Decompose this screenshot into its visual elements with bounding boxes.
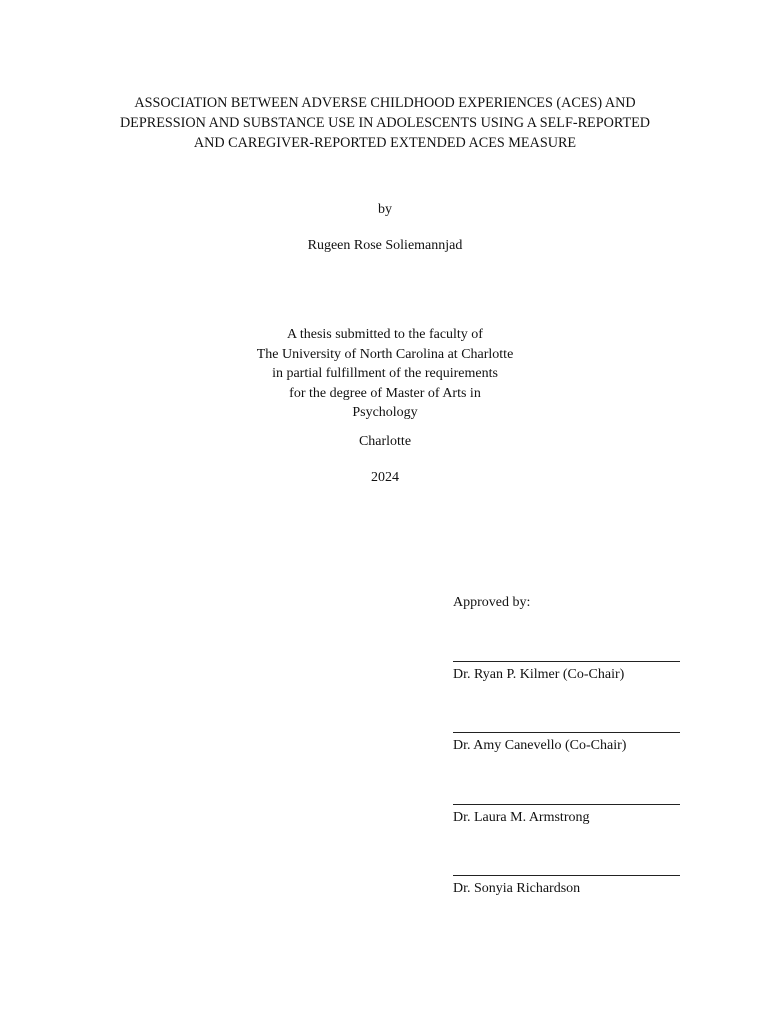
signature-line [453,732,680,733]
signature-line [453,875,680,876]
signature-block [453,875,680,899]
statement-line: A thesis submitted to the faculty of [287,327,483,342]
signature-line [453,661,680,662]
thesis-title-line: ASSOCIATION BETWEEN ADVERSE CHILDHOOD EXPERIENCES (ACES) AND [134,95,636,111]
year: 2024 [371,470,399,485]
statement-line: in partial fulfillment of the requirements [272,366,498,381]
signature-line [453,804,680,805]
signatory-name: Dr. Laura M. Armstrong [453,810,590,825]
thesis-title-line: DEPRESSION AND SUBSTANCE USE IN ADOLESCENTS USING A SELF-REPORTED [119,115,651,131]
signature-block [453,661,680,685]
statement-line: The University of North Carolina at Charlotte [256,346,514,362]
thesis-title [0,93,770,153]
author-name: Rugeen Rose Soliemannjad [307,238,463,253]
signature-block [453,804,680,828]
submission-statement [0,325,770,423]
by-label: by [378,202,392,217]
signatory-name: Dr. Ryan P. Kilmer (Co-Chair) [453,667,625,682]
city: Charlotte [358,434,412,449]
signatory-name: Dr. Amy Canevello (Co-Chair) [453,738,627,753]
approved-by-label: Approved by: [453,595,531,610]
statement-line: Psychology [352,405,418,420]
thesis-title-line: AND CAREGIVER-REPORTED EXTENDED ACES MEASURE [193,135,577,151]
statement-line: for the degree of Master of Arts in [289,385,481,401]
signature-block [453,732,680,756]
signatory-name: Dr. Sonyia Richardson [453,881,581,896]
